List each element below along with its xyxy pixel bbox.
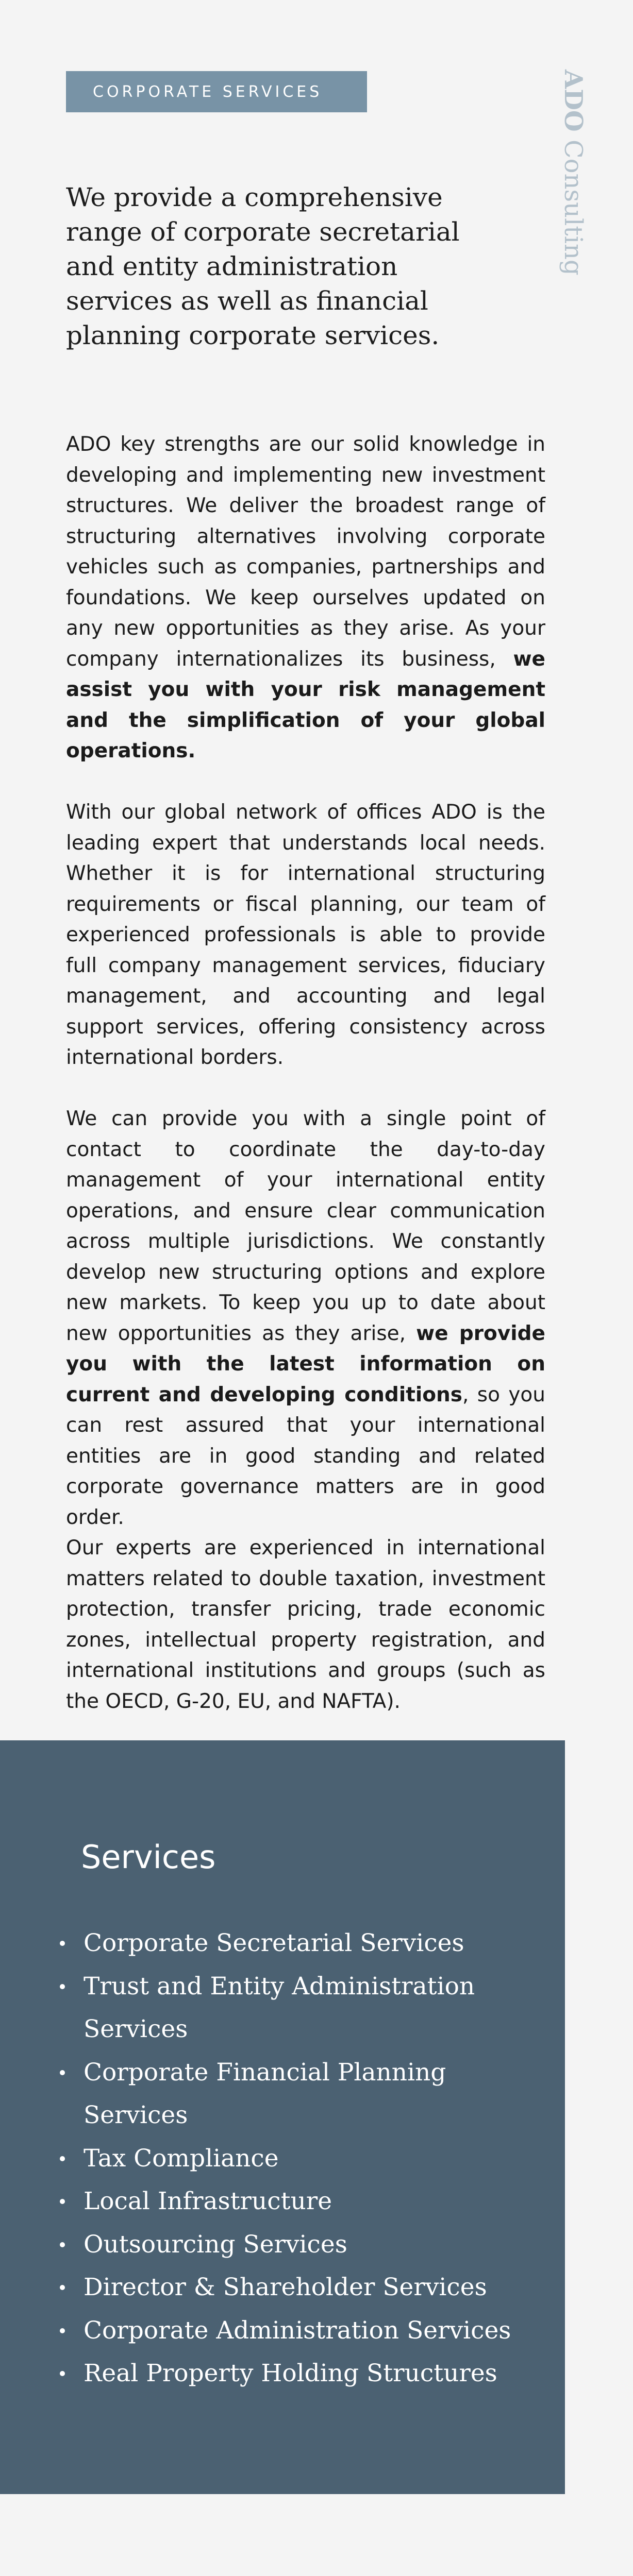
paragraph-contact-text-a: We can provide you with a single point of contact to coordinate the day-to-day management of your international entity operations, and ensure clear communication across multiple jurisdictions. We constantly develop new structuring options and explore new markets. To keep you up to date about new opportunities as they arise,	[66, 1107, 545, 1345]
brand-name-bold: ADO	[559, 70, 588, 132]
brand-logo	[559, 70, 588, 276]
lead-heading: We provide a comprehensive range of corporate secretarial and entity administration services as well as financial planning corporate services.	[66, 182, 460, 350]
service-item: Local Infrastructure	[56, 2180, 535, 2223]
service-item: Corporate Secretarial Services	[56, 1922, 535, 1965]
service-item: Corporate Financial Planning Services	[56, 2051, 535, 2137]
paragraph-strengths-emphasis: we assist you with your risk management and the simplification of your global operations.	[66, 647, 545, 762]
services-panel	[0, 1740, 565, 2494]
service-item: Tax Compliance	[56, 2137, 535, 2180]
paragraph-contact	[66, 1104, 545, 1533]
services-list	[56, 1922, 535, 2395]
service-item: Corporate Administration Services	[56, 2309, 535, 2352]
paragraph-experts: Our experts are experienced in international matters related to double taxation, investment protection, transfer pricing, trade economic zones, intellectual property registration, and international institutions and groups (such as the OECD, G-20, EU, and NAFTA).	[66, 1536, 545, 1713]
paragraph-network: With our global network of offices ADO is the leading expert that understands local needs. Whether it is for international structuring requirements or fiscal planning, our team of experienced professionals is able to provide full company management services, fiduciary management, and accounting and legal support services, offering consistency across international borders.	[66, 801, 545, 1069]
service-item: Trust and Entity Administration Services	[56, 1965, 535, 2051]
section-tag-label: CORPORATE SERVICES	[93, 82, 323, 101]
section-tag	[66, 71, 367, 112]
paragraph-contact-text-b: , so you can rest assured that your international entities are in good standing and related corporate governance matters are in good order.	[66, 1383, 545, 1529]
service-item: Outsourcing Services	[56, 2223, 535, 2266]
brand-name-regular: Consulting	[559, 139, 588, 276]
paragraph-strengths-text: ADO key strengths are our solid knowledge in developing and implementing new investment structures. We deliver the broadest range of structuring alternatives involving corporate vehicles such as companies, partnerships and foundations. We keep ourselves updated on any new opportunities as they arise. As your company internationalizes its business,	[66, 433, 545, 671]
service-item: Real Property Holding Structures	[56, 2352, 535, 2395]
body-text	[66, 429, 545, 1717]
paragraph-strengths	[66, 429, 545, 767]
services-title: Services	[81, 1838, 216, 1876]
paragraph-contact-emphasis: we provide you with the latest information on current and developing conditions	[66, 1321, 545, 1406]
service-item: Director & Shareholder Services	[56, 2266, 535, 2309]
